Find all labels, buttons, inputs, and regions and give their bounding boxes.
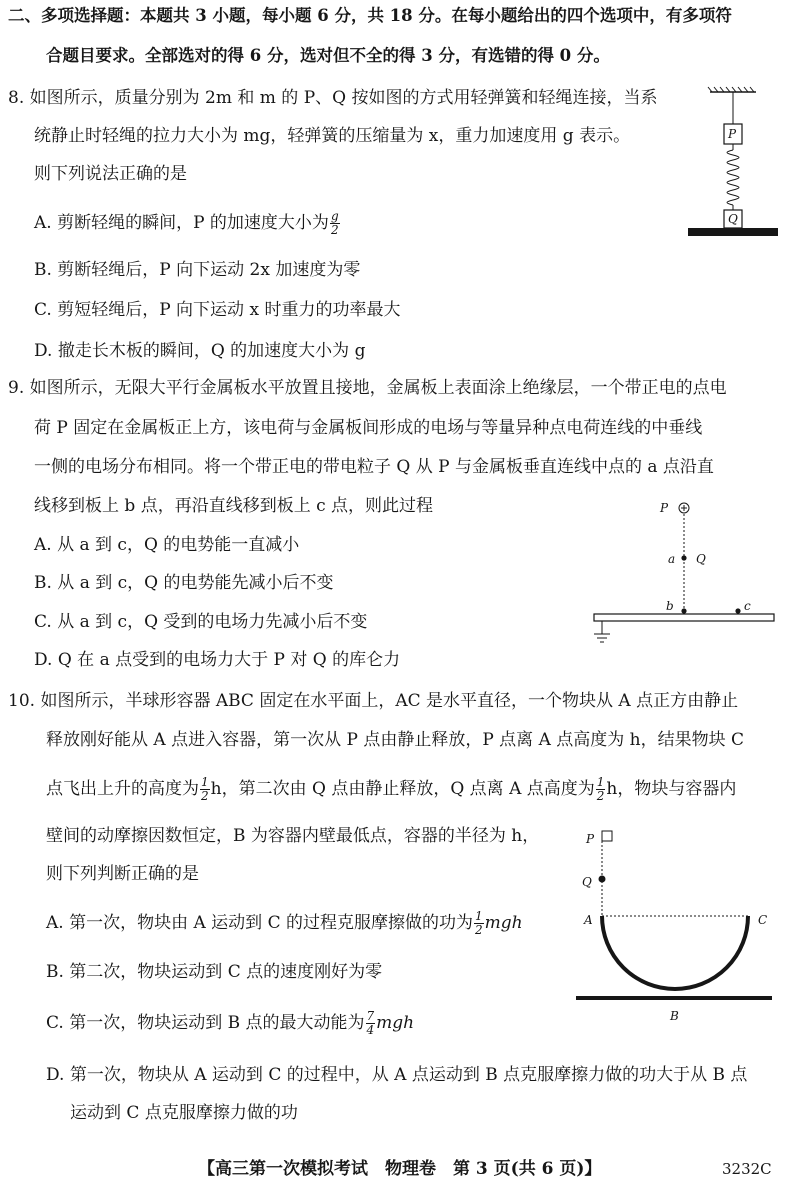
section-header-line2: 合题目要求。全部选对的得 6 分，选对但不全的得 3 分，有选错的得 0 分。 <box>46 46 610 65</box>
q8-label-q: Q <box>728 212 738 226</box>
q10-stem-line1: 10. 如图所示，半球形容器 ABC 固定在水平面上，AC 是水平直径，一个物块从 A 点正方由静止 <box>8 691 739 711</box>
q8-option-b[interactable]: B. 剪断轻绳后，P 向下运动 2x 加速度为零 <box>34 260 361 280</box>
q10-stem-line2: 释放刚好能从 A 点进入容器，第一次从 P 点由静止释放，P 点离 A 点高度为 h，结果物块 C <box>46 730 745 750</box>
q9-point-b <box>681 608 686 613</box>
q8-stem-line1: 8. 如图所示，质量分别为 2m 和 m 的 P、Q 按如图的方式用轻弹簧和轻绳连接，当系 <box>8 88 658 108</box>
q10-option-d-line2: 运动到 C 点克服摩擦力做的功 <box>70 1103 298 1123</box>
q9-option-b[interactable]: B. 从 a 到 c，Q 的电势能先减小后不变 <box>34 573 334 593</box>
q10-stem-line3: 点飞出上升的高度为 $\frac{1}{2}$ h，第二次由 Q 点由静止释放，Q 点离 A 点高度为 $\frac{1}{2}$ h，物块与容器内 <box>46 775 737 803</box>
q10-option-c-fraction: $\frac{7}{4}$ <box>366 1009 375 1037</box>
q9-stem-line2: 荷 P 固定在金属板正上方，该电荷与金属板间形成的电场与等量异种点电荷连线的中垂线 <box>34 418 703 438</box>
q9-label-a: a <box>668 552 676 566</box>
q9-option-d[interactable]: D. Q 在 a 点受到的电场力大于 P 对 Q 的库仑力 <box>34 650 401 670</box>
q8-option-c[interactable]: C. 剪短轻绳后，P 向下运动 x 时重力的功率最大 <box>34 300 401 320</box>
q10-fraction-1: $\frac{1}{2}$ <box>201 775 209 803</box>
q9-point-c <box>735 608 740 613</box>
q10-option-a[interactable]: A. 第一次，物块由 A 运动到 C 的过程克服摩擦做的功为 $\frac{1}{2}$ mgh <box>46 909 523 937</box>
q10-option-d-line1[interactable]: D. 第一次，物块从 A 运动到 C 的过程中，从 A 点运动到 B 点克服摩擦力做的功大于从 B 点 <box>46 1065 748 1085</box>
q8-stem-line3: 则下列说法正确的是 <box>34 164 187 184</box>
q10-fraction-2: $\frac{1}{2}$ <box>596 775 605 803</box>
q9-metal-plate <box>594 614 774 621</box>
q10-point-q <box>599 876 606 883</box>
page-footer: 【高三第一次模拟考试 物理卷 第 3 页(共 6 页)】 <box>198 1159 602 1179</box>
q10-point-p-block <box>602 831 612 841</box>
q8-stem-line2: 统静止时轻绳的拉力大小为 mg，轻弹簧的压缩量为 x，重力加速度用 g 表示。 <box>34 126 631 146</box>
q10-hemisphere-container <box>602 916 748 989</box>
q10-label-c: C <box>758 913 768 927</box>
q10-option-a-fraction: $\frac{1}{2}$ <box>474 909 483 937</box>
q8-option-a[interactable] <box>34 210 341 237</box>
q10-option-c[interactable]: C. 第一次，物块运动到 B 点的最大动能为 $\frac{7}{4}$ mgh <box>46 1009 415 1037</box>
q10-ground <box>576 996 772 1000</box>
q9-stem-line1: 9. 如图所示，无限大平行金属板水平放置且接地，金属板上表面涂上绝缘层，一个带正电的点电 <box>8 378 727 398</box>
q10-label-a: A <box>584 913 593 927</box>
q10-hemisphere-figure <box>572 826 776 1026</box>
section-header-line1: 二、多项选择题：本题共 3 小题，每小题 6 分，共 18 分。在每小题给出的四个选项中，有多项符 <box>8 6 732 25</box>
q10-stem-line4: 壁间的动摩擦因数恒定，B 为容器内壁最低点，容器的半径为 h， <box>46 826 540 846</box>
q8-spring <box>727 150 739 205</box>
q9-stem-line3: 一侧的电场分布相同。将一个带正电的带电粒子 Q 从 P 与金属板垂直连线中点的 a 点沿直 <box>34 457 714 477</box>
q9-label-c: c <box>744 599 751 613</box>
q8-option-a-fraction: $\frac{g}{2}$ <box>330 209 339 237</box>
q8-label-p: P <box>728 127 737 141</box>
q9-option-c[interactable]: C. 从 a 到 c，Q 受到的电场力先减小后不变 <box>34 612 368 632</box>
q8-spring-figure <box>686 86 780 242</box>
q9-label-q: Q <box>696 552 706 566</box>
q9-plate-figure <box>588 494 780 654</box>
paper-code: 3232C <box>722 1160 772 1178</box>
q9-label-p: P <box>660 501 669 515</box>
q8-option-d[interactable]: D. 撤走长木板的瞬间，Q 的加速度大小为 g <box>34 341 366 361</box>
q9-stem-line4: 线移到板上 b 点，再沿直线移到板上 c 点，则此过程 <box>34 496 434 516</box>
q10-label-b: B <box>670 1009 679 1023</box>
q9-point-a <box>681 555 686 560</box>
q10-label-p: P <box>586 832 595 846</box>
q9-label-b: b <box>666 599 674 613</box>
q9-option-a[interactable]: A. 从 a 到 c，Q 的电势能一直减小 <box>34 535 300 555</box>
q10-label-q: Q <box>582 875 592 889</box>
q8-board <box>688 228 778 236</box>
q10-option-b[interactable]: B. 第二次，物块运动到 C 点的速度刚好为零 <box>46 962 383 982</box>
q10-stem-line5: 则下列判断正确的是 <box>46 864 199 884</box>
q8-option-a-text: A. 剪断轻绳的瞬间，P 的加速度大小为 <box>34 213 329 233</box>
